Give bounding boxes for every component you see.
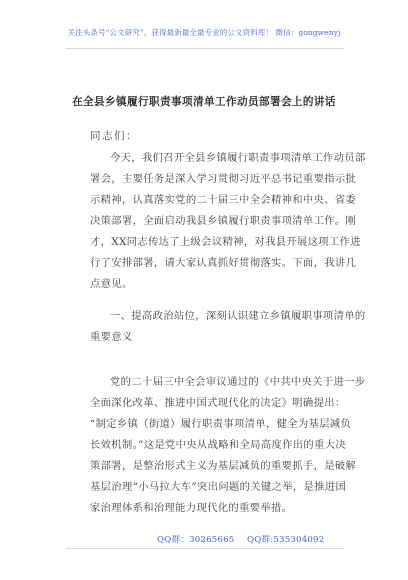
- section-heading-1: [90, 306, 366, 348]
- paragraph-line: 策部署，是整治形式主义为基层减负的重要抓手，是破解: [90, 460, 357, 472]
- footer-qq-group-2: QQ群:535304092: [247, 535, 325, 545]
- paragraph-line: 党的二十届三中全会审议通过的《中共中央关于进一步: [110, 376, 366, 388]
- paragraph-line: 点意见。: [90, 278, 133, 290]
- heading-line: 重要意义: [90, 331, 133, 343]
- paragraph-line: 长效机制。”这是党中央从战略和全局高度作出的重大决: [90, 439, 346, 451]
- paragraph-line: 今天，我们召开全县乡镇履行职责事项清单工作动员部: [110, 152, 366, 164]
- paragraph-line: 署会，主要任务是深入学习贯彻习近平总书记重要指示批: [90, 173, 357, 185]
- footer-divider: [66, 548, 344, 549]
- paragraph-body: [90, 372, 366, 519]
- salutation: 同志们：: [90, 130, 138, 142]
- header-divider: [66, 48, 344, 49]
- paragraph-line: 示精神，认真落实党的二十届三中全会精神和中央、省委: [90, 194, 357, 206]
- paragraph-line: 家治理体系和治理能力现代化的重要举措。: [90, 502, 293, 514]
- paragraph-line: 才，XX同志传达了上级会议精神，对我县开展这项工作进: [90, 236, 361, 248]
- paragraph-opening: [90, 148, 366, 295]
- paragraph-line: 决策部署，全面启动我县乡镇履行职责事项清单工作。刚: [90, 215, 357, 227]
- paragraph-line: 基层治理“小马拉大车”突出问题的关键之举，是推进国: [90, 481, 347, 493]
- paragraph-line: 全面深化改革、推进中国式现代化的决定》明确提出：: [90, 397, 346, 409]
- paragraph-line: 行了安排部署，请大家认真抓好贯彻落实。下面，我讲几: [90, 257, 357, 269]
- header-note: 关注头条号“公文研究”，获得最新最全最专业的公文资料库！ 微信：gongwenyj: [67, 28, 341, 37]
- heading-line: 一、提高政治站位，深刻认识建立乡镇履职事项清单的: [110, 310, 366, 322]
- document-title: 在全县乡镇履行职责事项清单工作动员部署会上的讲话: [72, 96, 336, 108]
- paragraph-line: “制定乡镇（街道）履行职责事项清单，健全为基层减负: [90, 418, 352, 430]
- footer-qq-group-1: QQ群：30265665: [157, 535, 235, 545]
